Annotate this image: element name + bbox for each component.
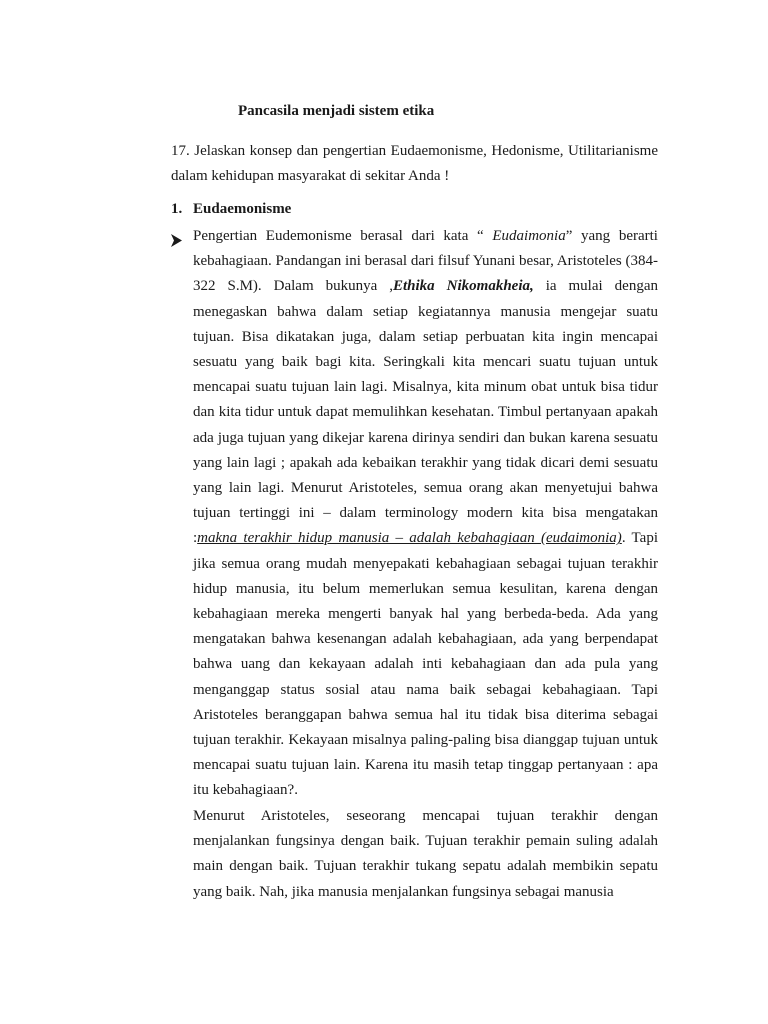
arrowhead-bullet-icon <box>171 229 183 254</box>
para1-text-2: ” yang berarti kebahagiaan. Pandangan ini berasal dari filsuf Yunani besar, Aristoteles (384-322 S.M). Dalam bukunya , <box>193 228 658 295</box>
paragraph-eudaemonism-definition <box>193 224 658 804</box>
section-title: Eudaemonisme <box>193 201 292 217</box>
para1-text-3: ia mulai dengan menegaskan bahwa dalam setiap kegiatannya manusia mengejar suatu tujuan. Bisa dikatakan juga, dalam setiap perbuatan kita ingin mencapai sesuatu yang baik bagi kita. Seringkali kita mencari suatu tujuan untuk mencapai suatu tujuan lain lagi. Misalnya, kita minum obat untuk bisa tidur dan kita tidur untuk dapat memulihkan kesehatan. Timbul pertanyaan apakah ada juga tujuan yang dikejar karena dirinya sendiri dan bukan karena sesuatu yang lain lagi ; apakah ada kebaikan terakhir yang tidak dicari demi sesuatu yang lain lagi. Menurut Aristoteles, semua orang akan menyetujui bahwa tujuan tertinggi ini – dalam terminology modern kita bisa mengatakan : <box>193 278 658 547</box>
question-text: 17. Jelaskan konsep dan pengertian Eudaemonisme, Hedonisme, Utilitarianisme dalam kehidupan masyarakat di sekitar Anda ! <box>171 143 658 184</box>
para1-text-4: . Tapi jika semua orang mudah menyepakati kebahagiaan sebagai tujuan terakhir hidup manusia, itu belum memerlukan semua kesulitan, karena dengan kebahagiaan mereka mengerti banyak hal yang berbeda-beda. Ada yang mengatakan bahwa kesenangan adalah kebahagiaan, ada yang berpendapat bahwa uang dan kekayaan adalah inti kebahagiaan dan ada pula yang menganggap status sosial atau nama baik sebagai kebahagiaan. Tapi Aristoteles beranggapan bahwa semua hal itu tidak bisa diterima sebagai tujuan terakhir. Kekayaan misalnya paling-paling bisa dianggap tujuan untuk mencapai suatu tujuan lain. Karena itu masih tetap tinggap pertanyaan : apa itu kebahagiaan?. <box>193 530 658 799</box>
paragraph-aristotle-function: Menurut Aristoteles, seseorang mencapai tujuan terakhir dengan menjalankan fungsinya dengan baik. Tujuan terakhir pemain suling adalah main dengan baik. Tujuan terakhir tukang sepatu adalah membikin sepatu yang baik. Nah, jika manusia menjalankan fungsinya sebagai manusia <box>193 808 658 900</box>
eudaimonia-term: Eudaimonia <box>492 228 566 244</box>
document-title: Pancasila menjadi sistem etika <box>238 103 435 119</box>
underlined-phrase: makna terakhir hidup manusia – adalah kebahagiaan (eudaimonia) <box>197 530 622 547</box>
book-title: Ethika Nikomakheia, <box>392 278 534 295</box>
section-heading <box>171 201 291 218</box>
section-number: 1. <box>171 201 183 217</box>
para1-text-1: Pengertian Eudemonisme berasal dari kata “ <box>193 228 493 244</box>
